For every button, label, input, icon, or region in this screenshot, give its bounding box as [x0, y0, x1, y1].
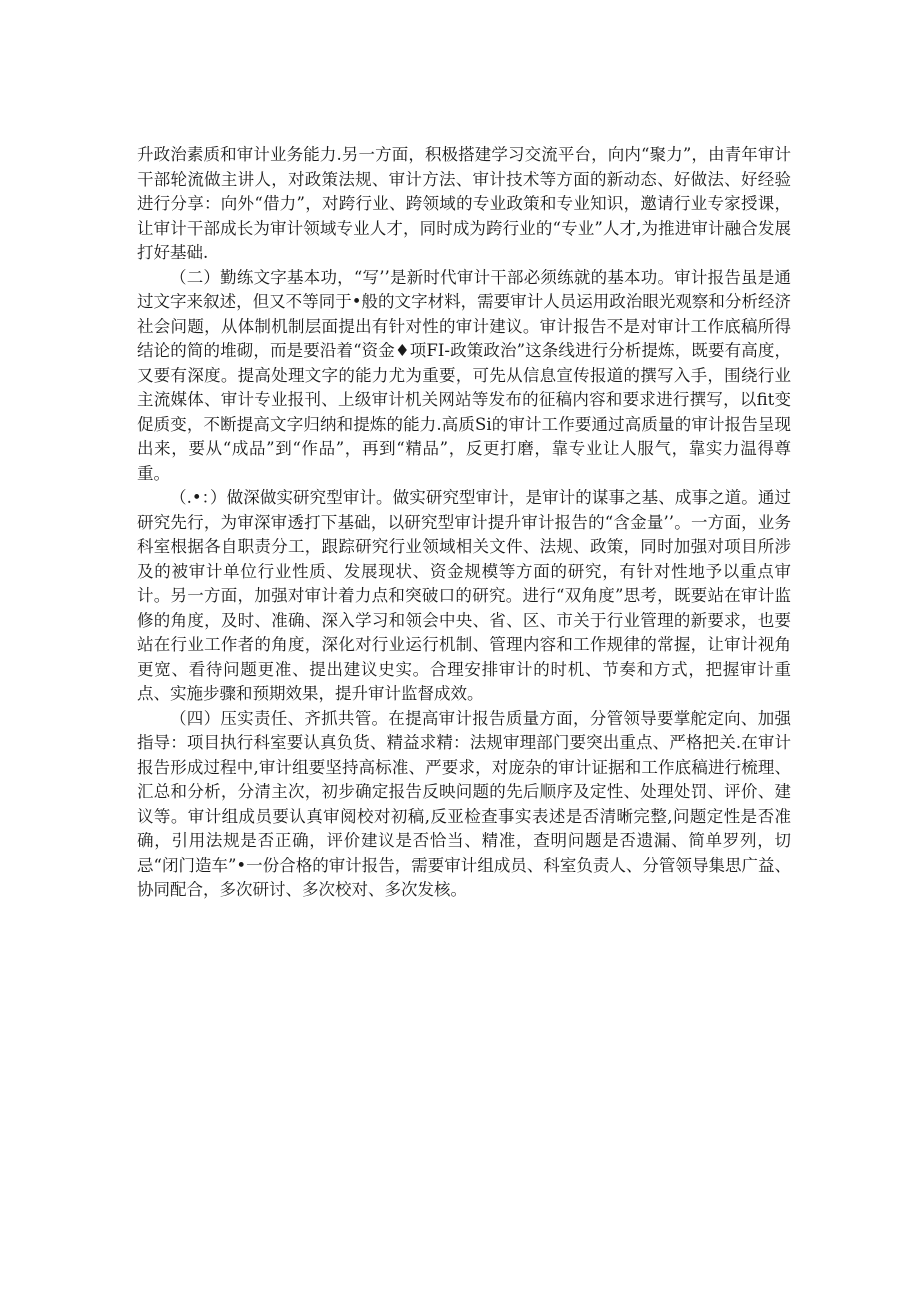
- paragraph-writing-skills: （二）勤练文字基本功，“写’’是新时代审计干部必须练就的基本功。审计报告虽是通过文字来叙述，但又不等同于•般的文字材料，需要审计人员运用政治眼光观察和分析经济社会问题，从体制机制层面提出有针对性的审计建议。审计报告不是对审计工作底稿所得结论的简的堆砌，而是要沿着“资金♦项FI-政策政治”这条线进行分析提炼，既要有高度，又要有深度。提高处理文字的能力尤为重要，可先从信息宣传报道的撰写入手，围绕行业主流媒体、审计专业报刊、上级审计机关网站等发布的征稿内容和要求进行撰写，以fit变促质变，不断提高文字归纳和提炼的能力.高质Si的审计工作要通过高质量的审计报告呈现出来，要从“成品”到“作品”，再到“精品”，反更打磨，靠专业让人服气，靠实力温得尊重。: [137, 267, 791, 483]
- document-body: [137, 143, 791, 903]
- paragraph-continuation: 升政治素质和审计业务能力.另一方面，积极搭建学习交流平台，向内“聚力”，由青年审计干部轮流做主讲人，对政策法规、审计方法、审计技术等方面的新动态、好做法、好经验进行分享：向外“借力”，对跨行业、跨领域的专业政策和专业知识，邀请行业专家授课，让审计干部成长为审计领域专业人才，同时成为跨行业的“专业”人才,为推进审计融合发展打好基础.: [137, 145, 791, 262]
- paragraph-responsibility: （四）压实责任、齐抓共管。在提高审计报告质量方面，分管领导要掌舵定向、加强指导：项目执行科室要认真负货、精益求精：法规审理部门要突出重点、严格把关.在审计报告形成过程中,审计组要坚持高标准、严要求，对庞杂的审计证据和工作底稿进行梳理、汇总和分析，分清主次，初步确定报告反映问题的先后顺序及定性、处理处罚、评价、建议等。审计组成员要认真审阅校对初稿,反亚检查事实表述是否清晰完整,问题定性是否准确，引用法规是否正确，评价建议是否恰当、精准，查明问题是否遗漏、简单罗列，切忌“闭门造车”•一份合格的审计报告，需要审计组成员、科室负责人、分管领导集思广益、协同配合，多次研讨、多次校对、多次发核。: [137, 708, 791, 899]
- paragraph-research-audit: （.•：）做深做实研究型审计。做实研究型审计，是审计的谋事之基、成事之道。通过研究先行，为审深审透打下基础，以研究型审计提升审计报告的“含金量’’。一方面，业务科室根据各自职责分工，跟踪研究行业领域相关文件、法规、政策，同时加强对项目所涉及的被审计单位行业性质、发展现状、资金规模等方面的研究，有针对性地予以重点审计。另一方面，加强对审计着力点和突破口的研究。进行“双角度”思考，既要站在审计监修的角度，及时、准确、深入学习和领会中央、省、区、市关于行业管理的新要求，也要站在行业工作者的角度，深化对行业运行机制、管理内容和工作规律的常握，让审计视角更宽、看待问题更准、提出建议史实。合理安排审计的时机、节奏和方式，把握审计重点、实施步骤和预期效果，提升审计监督成效。: [137, 488, 791, 703]
